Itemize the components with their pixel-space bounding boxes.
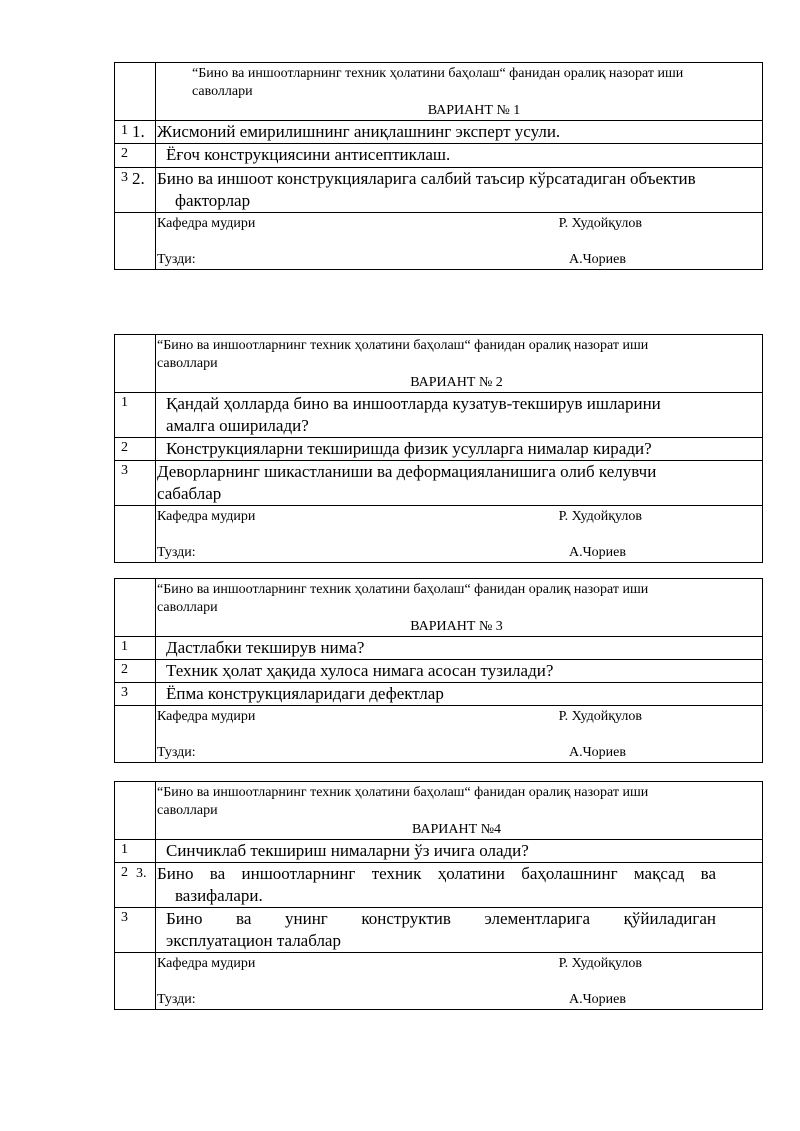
- question-text: Бино ва иншоотларнинг техник ҳолатини баҳолашнинг мақсад ва: [157, 864, 716, 883]
- question-2: [156, 438, 763, 461]
- variant-header: [156, 782, 763, 840]
- question-text: Бино ва иншоот конструкцияларига салбий таъсир кўрсатадиган объектив: [157, 169, 696, 188]
- head-name: Р. Худойқулов: [558, 709, 642, 724]
- head-name: Р. Худойқулов: [558, 216, 642, 231]
- question-2: [136, 863, 763, 908]
- question-text: Техник ҳолат ҳақида хулоса нимага асосан тузилади?: [166, 661, 554, 680]
- question-number: 1: [115, 121, 156, 144]
- signature-block: [156, 706, 763, 763]
- header-num-cell: [115, 63, 156, 121]
- head-name: Р. Худойқулов: [558, 956, 642, 971]
- question-number: 2: [115, 438, 156, 461]
- question-text-cont: вазифалари.: [175, 886, 263, 905]
- question-text: Конструкцияларни текширишда физик усулларга нималар киради?: [166, 439, 652, 458]
- question-1: [156, 840, 763, 863]
- author-name: А.Чориев: [568, 252, 626, 267]
- question-text: Бино ва унинг конструктив элементларига қўйиладиган: [166, 909, 716, 928]
- question-text-cont: факторлар: [175, 191, 251, 210]
- author-name: А.Чориев: [568, 545, 626, 560]
- author-label: Тузди:: [157, 745, 196, 760]
- question-prefix: 1.: [132, 122, 145, 141]
- head-label: Кафедра мудири: [157, 509, 256, 524]
- header-line-2: саволлари: [192, 84, 253, 99]
- question-number: 3: [115, 168, 156, 213]
- question-3: [156, 683, 763, 706]
- signature-block: [156, 506, 763, 563]
- question-1: [156, 637, 763, 660]
- variant-header: [156, 63, 763, 121]
- head-label: Кафедра мудири: [157, 216, 256, 231]
- author-label: Тузди:: [157, 545, 196, 560]
- signature-block: [156, 213, 763, 270]
- question-text: Қандай ҳолларда бино ва иншоотларда кузатув-текширув ишларини: [166, 394, 661, 413]
- author-label: Тузди:: [157, 992, 196, 1007]
- variant-title: ВАРИАНТ № 1: [427, 103, 521, 118]
- header-line-1: “Бино ва иншоотларнинг техник ҳолатини баҳолаш“ фанидан оралиқ назорат иши: [157, 785, 649, 800]
- question-text-cont: амалга оширилади?: [166, 416, 309, 435]
- footer-num-cell: [115, 506, 156, 563]
- question-1: [156, 393, 763, 438]
- variant-header: [156, 579, 763, 637]
- header-line-1: “Бино ва иншоотларнинг техник ҳолатини баҳолаш“ фанидан оралиқ назорат иши: [192, 66, 684, 81]
- header-num-cell: [115, 782, 156, 840]
- head-label: Кафедра мудири: [157, 956, 256, 971]
- question-number: 2: [115, 660, 156, 683]
- question-number: 2: [115, 144, 156, 168]
- head-name: Р. Худойқулов: [558, 509, 642, 524]
- head-label: Кафедра мудири: [157, 709, 256, 724]
- variant-title: ВАРИАНТ № 2: [410, 375, 503, 390]
- footer-num-cell: [115, 213, 156, 270]
- question-prefix: 2.: [132, 169, 145, 188]
- header-num-cell: [115, 335, 156, 393]
- question-number: 1: [115, 393, 156, 438]
- signature-block: [156, 953, 763, 1010]
- header-line-1: “Бино ва иншоотларнинг техник ҳолатини баҳолаш“ фанидан оралиқ назорат иши: [157, 582, 649, 597]
- footer-num-cell: [115, 706, 156, 763]
- question-1: [132, 121, 763, 144]
- header-line-1: “Бино ва иншоотларнинг техник ҳолатини баҳолаш“ фанидан оралиқ назорат иши: [157, 338, 649, 353]
- question-number: 3: [115, 908, 156, 953]
- variant-title: ВАРИАНТ № 3: [410, 619, 503, 634]
- question-text: Ёғоч конструкциясини антисептиклаш.: [166, 145, 451, 164]
- question-number: 3: [115, 461, 156, 506]
- question-number: 1: [115, 637, 156, 660]
- question-text: Синчиклаб текшириш нималарни ўз ичига олади?: [166, 841, 529, 860]
- header-line-2: саволлари: [157, 356, 218, 371]
- question-text-cont: сабаблар: [157, 484, 222, 503]
- question-text: Ёпма конструкцияларидаги дефектлар: [166, 684, 444, 703]
- header-num-cell: [115, 579, 156, 637]
- footer-num-cell: [115, 953, 156, 1010]
- author-label: Тузди:: [157, 252, 196, 267]
- question-3: [132, 168, 763, 213]
- variant-3-table: [114, 578, 763, 763]
- variant-header: [156, 335, 763, 393]
- header-line-2: саволлари: [157, 803, 218, 818]
- variant-2-table: [114, 334, 763, 563]
- header-line-2: саволлари: [157, 600, 218, 615]
- question-number: 3: [115, 683, 156, 706]
- question-prefix: 3.: [136, 866, 147, 881]
- question-3: [156, 461, 763, 506]
- author-name: А.Чориев: [568, 992, 626, 1007]
- variant-title: ВАРИАНТ №4: [411, 822, 502, 837]
- question-number: 2: [115, 863, 156, 908]
- author-name: А.Чориев: [568, 745, 626, 760]
- question-2: [156, 660, 763, 683]
- question-text-cont: эксплуатацион талаблар: [166, 931, 341, 950]
- question-number: 1: [115, 840, 156, 863]
- question-2: [156, 144, 763, 168]
- question-3: [156, 908, 763, 953]
- variant-1-table: [114, 62, 763, 270]
- question-text: Жисмоний емирилишнинг аниқлашнинг эксперт усули.: [157, 122, 561, 141]
- variant-4-table: [114, 781, 763, 1010]
- question-text: Деворларнинг шикастланиши ва деформацияланишига олиб келувчи: [157, 462, 657, 481]
- question-text: Дастлабки текширув нима?: [166, 638, 365, 657]
